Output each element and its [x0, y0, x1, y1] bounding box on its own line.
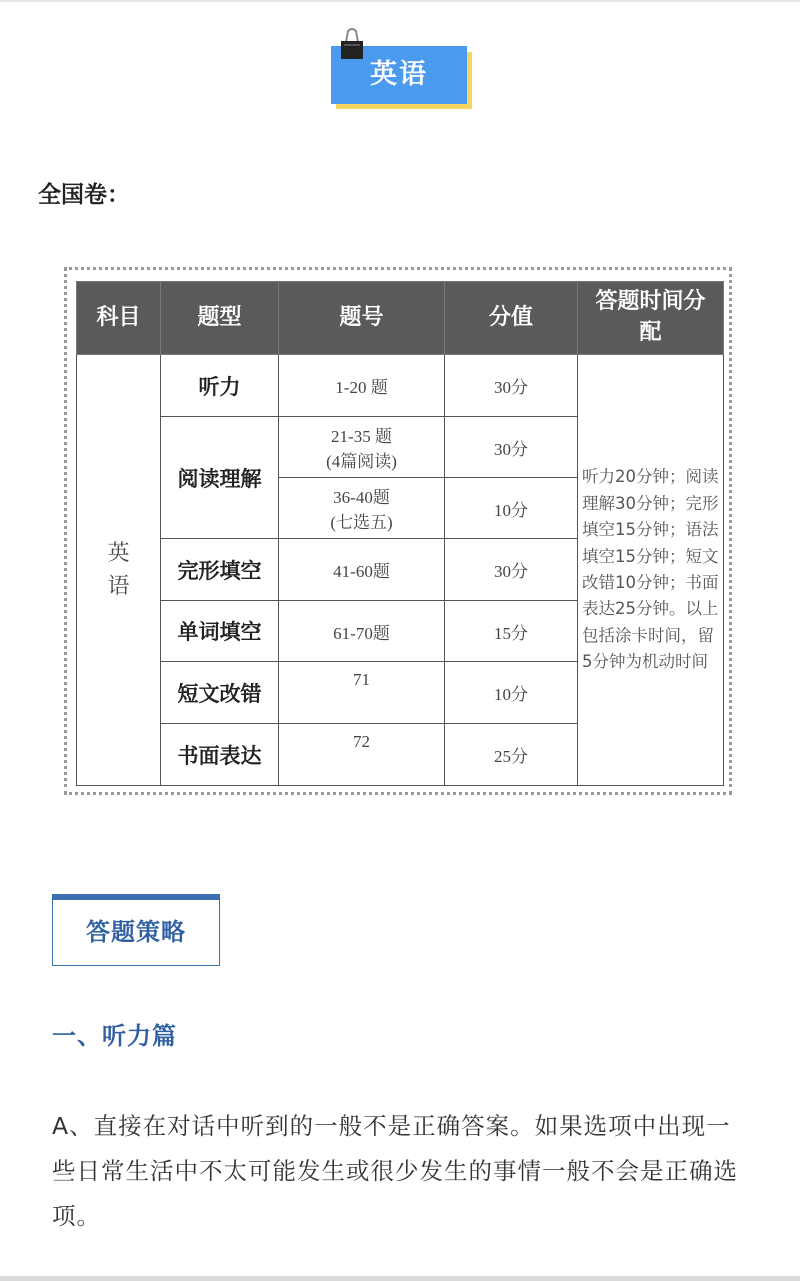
type-cell: 书面表达 [161, 724, 279, 786]
type-cell: 完形填空 [161, 539, 279, 601]
binder-clip-icon [339, 28, 365, 60]
type-cell: 单词填空 [161, 601, 279, 662]
number-cell: 21-35 题 (4篇阅读) [279, 417, 445, 478]
strategy-label-box: 答题策略 [52, 894, 220, 966]
section-heading: 全国卷： [38, 182, 130, 208]
number-cell: 41-60题 [279, 539, 445, 601]
time-allocation-text: 听力20分钟；阅读理解30分钟；完形填空15分钟；语法填空15分钟；短文改错10分钟；书面表达25分钟。以上包括涂卡时间，留5分钟为机动时间 [582, 467, 719, 672]
score-cell: 30分 [445, 417, 578, 478]
number-cell: 72 [279, 724, 445, 786]
subject-banner [331, 28, 471, 110]
time-allocation-cell [578, 355, 724, 786]
number-cell: 1-20 题 [279, 355, 445, 417]
header-cell: 题号 [279, 282, 445, 355]
exam-structure-table [76, 281, 724, 786]
listening-heading: 一、听力篇 [52, 1022, 177, 1050]
header-cell: 科目 [77, 282, 161, 355]
number-cell: 71 [279, 662, 445, 724]
score-cell: 10分 [445, 662, 578, 724]
type-cell: 短文改错 [161, 662, 279, 724]
top-divider [0, 0, 800, 2]
number-cell: 61-70题 [279, 601, 445, 662]
table-row [77, 355, 724, 417]
header-cell: 答题时间分配 [578, 282, 724, 355]
type-cell: 听力 [161, 355, 279, 417]
score-cell: 30分 [445, 355, 578, 417]
score-cell: 10分 [445, 478, 578, 539]
type-cell: 阅读理解 [161, 417, 279, 539]
banner-title: 英语 [331, 46, 467, 104]
score-cell: 15分 [445, 601, 578, 662]
score-cell: 30分 [445, 539, 578, 601]
score-cell: 25分 [445, 724, 578, 786]
subject-cell: 英语 [77, 355, 161, 786]
table-header-row [77, 282, 724, 355]
bottom-divider [0, 1276, 800, 1281]
header-cell: 分值 [445, 282, 578, 355]
listening-paragraph: A、直接在对话中听到的一般不是正确答案。如果选项中出现一些日常生活中不太可能发生或很少发生的事情一般不会是正确选项。 [52, 1112, 738, 1230]
number-cell: 36-40题 (七选五) [279, 478, 445, 539]
header-cell: 题型 [161, 282, 279, 355]
